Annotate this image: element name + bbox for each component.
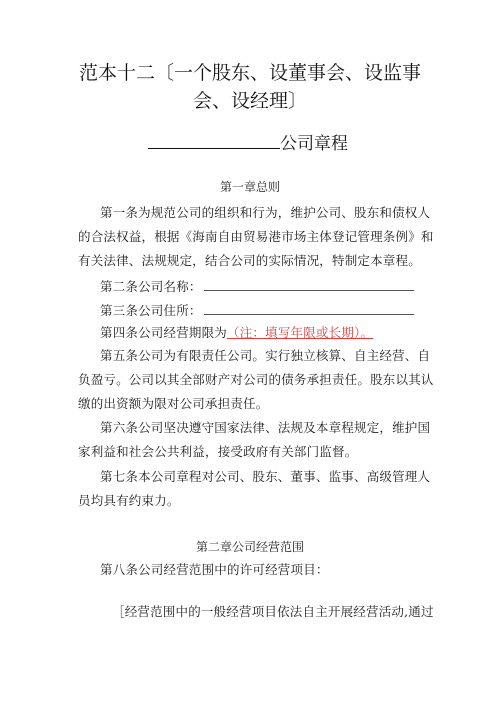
article-3-label: 第三条公司住所： [100,303,202,318]
article-5-line-3: 缴的出资额为限对公司承担责任。 [78,396,269,411]
chapter-2-title: 第二章公司经营范围 [195,540,304,554]
article-7-line-2: 员均具有约束力。 [78,493,180,508]
company-address-field[interactable] [204,302,414,315]
article-1-line-2: 的合法权益，根据《海南自由贸易港市场主体登记管理条例》和 [78,229,434,244]
article-6-line-2: 家利益和社会公共利益，接受政府有关部门监督。 [78,444,358,459]
article-8: 第八条公司经营范围中的许可经营项目： [100,562,329,577]
article-6-line-1: 第六条公司坚决遵守国家法律、法规及本章程规定，维护国 [100,420,431,435]
article-3 [100,302,460,320]
article-5-line-1: 第五条公司为有限责任公司。实行独立核算、自主经营、自 [100,348,431,363]
article-4 [100,324,460,342]
company-charter-title [148,130,378,156]
term-note[interactable]: （注：填写年限或长期） [227,325,361,340]
article-7-line-1: 第七条本公司章程对公司、股东、董事、监事、高级管理人 [100,469,431,484]
company-title-suffix: 公司章程 [280,134,348,154]
document-heading-line-1: 范本十二〔一个股东、设董事会、设监事 [78,62,421,84]
company-name-blank[interactable] [148,130,280,149]
article-4-prefix: 第四条公司经营期限为 [100,325,228,340]
article-1-line-1: 第一条为规范公司的组织和行为，维护公司、股东和债权人 [100,205,431,220]
article-2 [100,278,460,296]
chapter-1-title: 第一章总则 [219,180,280,194]
article-2-label: 第二条公司名称： [100,279,202,294]
business-scope-bracket-line: ［经营范围中的一般经营项目依法自主开展经营活动,通过 [112,604,434,619]
document-heading-line-2: 会、设经理〕 [192,90,307,112]
article-1-line-3: 有关法律、法规规定，结合公司的实际情况，特制定本章程。 [78,253,421,268]
article-5-line-2: 负盈亏。公司以其全部财产对公司的债务承担责任。股东以其认 [78,372,434,387]
company-name-field[interactable] [204,278,414,291]
article-4-suffix: 。 [360,325,374,340]
